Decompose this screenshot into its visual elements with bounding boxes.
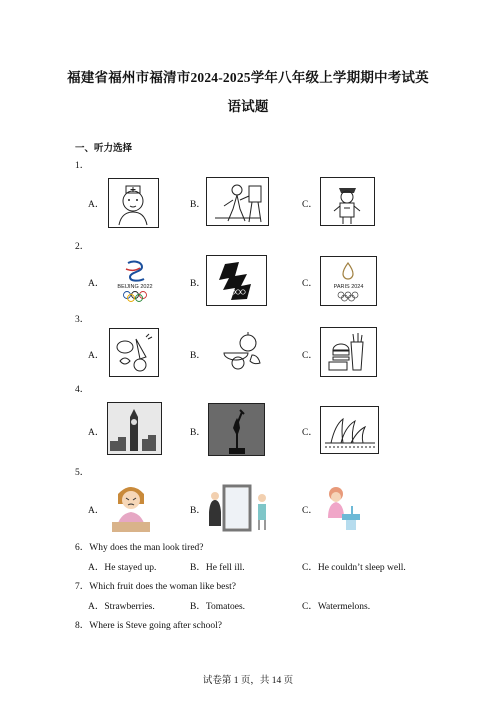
page-title-continued: 语试题 [227, 99, 269, 114]
answer-option: A．Strawberries. [88, 602, 155, 612]
option-letter: A． [88, 506, 105, 516]
fast-food-icon[interactable] [320, 327, 377, 377]
washing-hands-icon[interactable] [322, 484, 364, 532]
question-number: 2． [75, 242, 90, 252]
answer-option: C．He couldn’t sleep well. [302, 563, 406, 573]
beijing-2022-logo-icon[interactable] [110, 257, 161, 304]
option-letter: C． [302, 506, 318, 516]
question-text-8: 8．Where is Steve going after school? [75, 621, 222, 631]
question-text-6: 6．Why does the man look tired? [75, 543, 204, 553]
option-letter: C． [302, 200, 318, 210]
option-letter: C． [302, 351, 318, 361]
vegetables-icon[interactable] [109, 328, 159, 377]
policeman-icon[interactable] [320, 177, 375, 226]
security-check-icon[interactable] [206, 484, 274, 532]
logo-caption: PARIS 2024 [333, 284, 364, 290]
option-letter: C． [302, 428, 318, 438]
answer-option: C．Watermelons. [302, 602, 371, 612]
statue-of-liberty-icon[interactable] [208, 403, 265, 456]
option-letter: B． [190, 279, 206, 289]
option-letter: A． [88, 200, 105, 210]
logo-caption: BEIJING 2022 [117, 284, 153, 290]
answer-option: B．Tomatoes. [190, 602, 246, 612]
option-letter: A． [88, 351, 105, 361]
fruits-icon[interactable] [218, 331, 265, 371]
option-letter: B． [190, 428, 206, 438]
option-letter: A． [88, 279, 105, 289]
option-letter: B． [190, 351, 206, 361]
question-text-7: 7．Which fruit does the woman like best? [75, 582, 236, 592]
artist-icon[interactable] [206, 177, 269, 226]
crying-girl-icon[interactable] [108, 480, 154, 532]
answer-option: A．He stayed up. [88, 563, 157, 573]
question-number: 4． [75, 385, 90, 395]
question-number: 3． [75, 315, 90, 325]
sydney-opera-house-icon[interactable] [320, 406, 379, 454]
answer-option: B．He fell ill. [190, 563, 245, 573]
option-letter: B． [190, 506, 206, 516]
section-heading: 一、听力选择 [75, 144, 133, 154]
page-title: 福建省福州市福清市2024-2025学年八年级上学期期中考试英 [67, 70, 429, 85]
paris-2024-logo-icon[interactable] [320, 256, 377, 306]
option-letter: C． [302, 279, 318, 289]
page-footer: 试卷第 1 页，共 14 页 [202, 676, 294, 686]
question-number: 1． [75, 161, 90, 171]
option-letter: A． [88, 428, 105, 438]
option-letter: B． [190, 200, 206, 210]
doctor-icon[interactable] [108, 178, 159, 228]
question-number: 5． [75, 468, 90, 478]
london-2012-logo-icon[interactable] [206, 255, 267, 306]
big-ben-icon[interactable] [107, 402, 162, 455]
